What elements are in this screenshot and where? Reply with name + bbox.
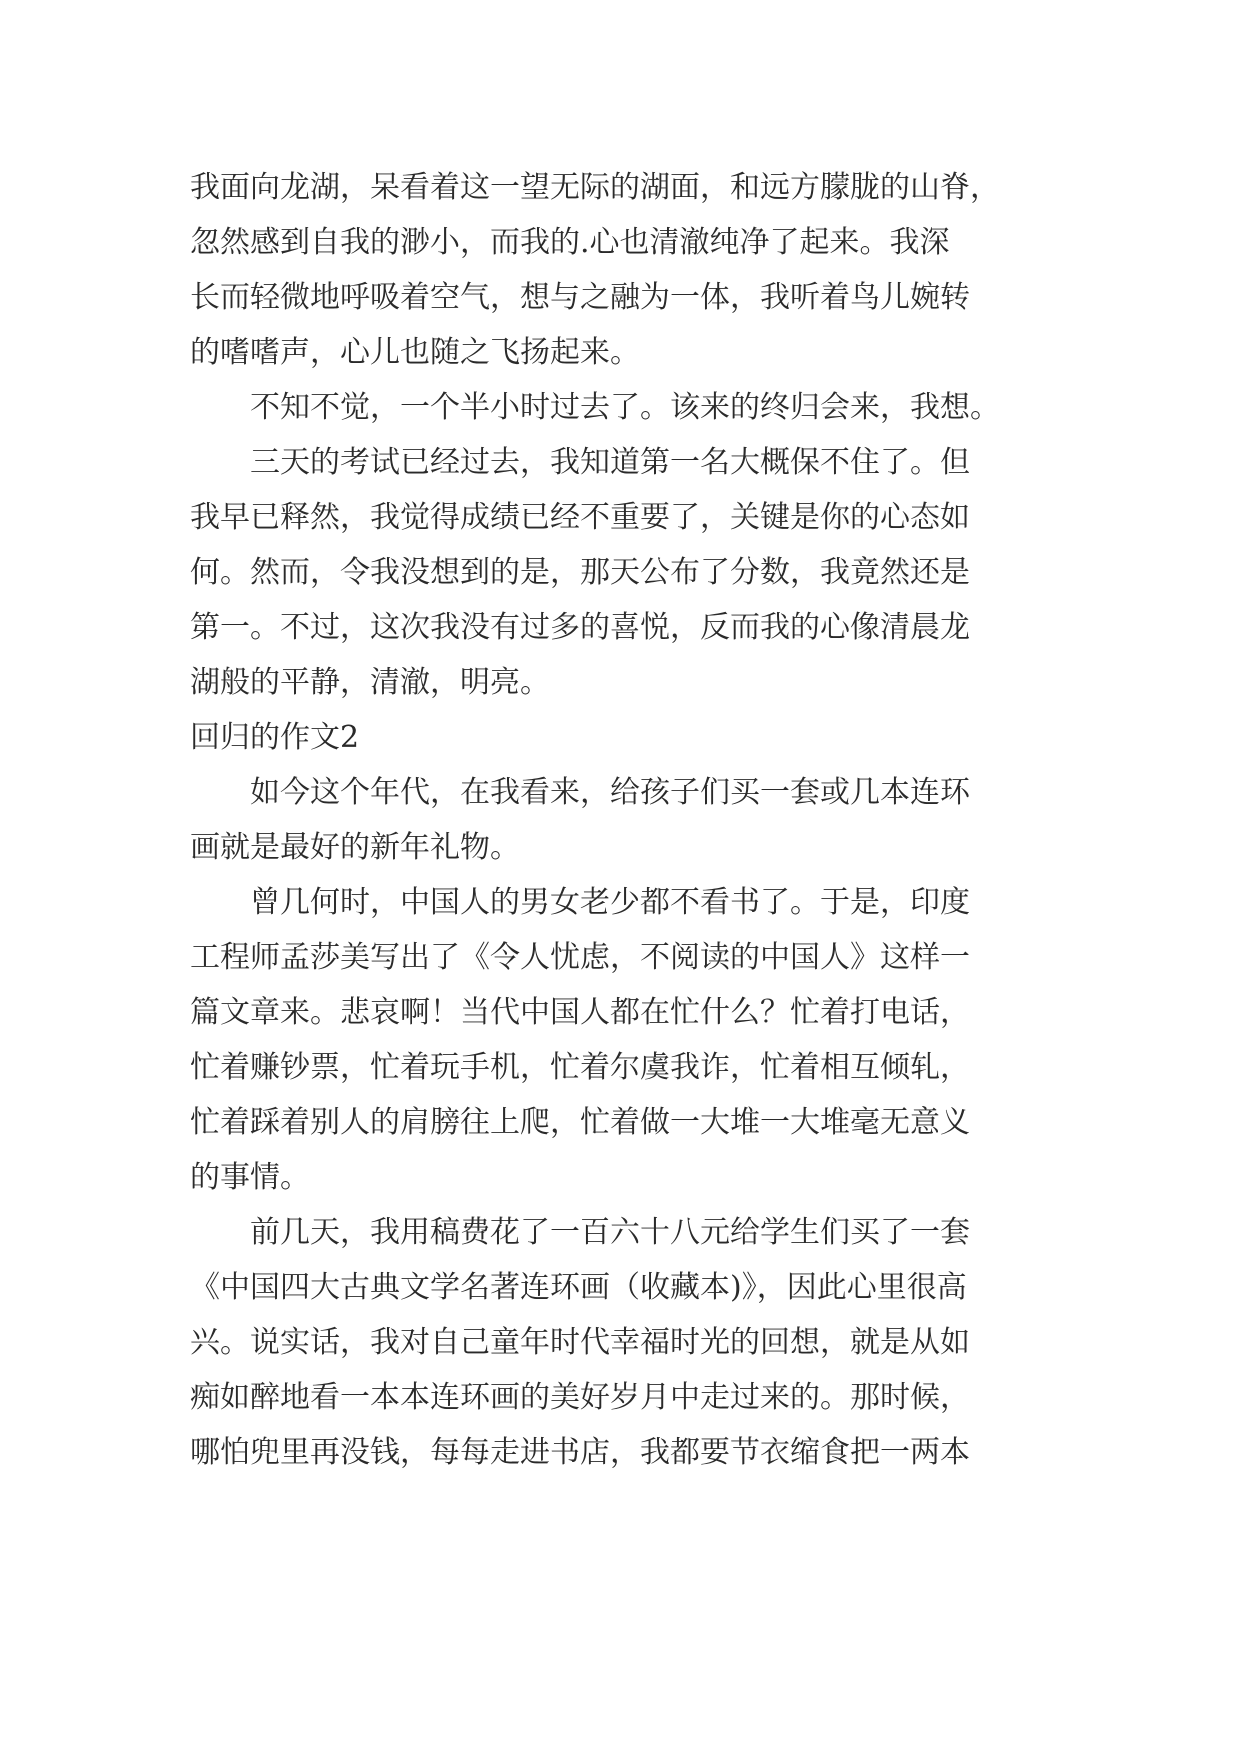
text-line: 篇文章来。悲哀啊！当代中国人都在忙什么？忙着打电话， bbox=[190, 995, 970, 1030]
paragraph bbox=[190, 380, 1065, 435]
text-line: 的事情。 bbox=[190, 1160, 310, 1195]
text-line: 我面向龙湖，呆看着这一望无际的湖面，和远方朦胧的山脊， bbox=[190, 170, 1000, 205]
paragraph bbox=[190, 435, 1065, 710]
paragraph bbox=[190, 875, 1065, 1205]
text-line: 不知不觉，一个半小时过去了。该来的终归会来，我想。 bbox=[250, 390, 1000, 425]
text-line: 《中国四大古典文学名著连环画（收藏本)》，因此心里很高 bbox=[190, 1270, 967, 1305]
text-line: 三天的考试已经过去，我知道第一名大概保不住了。但 bbox=[250, 445, 970, 480]
text-line: 长而轻微地呼吸着空气，想与之融为一体，我听着鸟儿婉转 bbox=[190, 280, 970, 315]
text-line: 的嗜嗜声，心儿也随之飞扬起来。 bbox=[190, 335, 640, 370]
section-heading: 回归的作文2 bbox=[190, 720, 360, 755]
text-line: 画就是最好的新年礼物。 bbox=[190, 830, 520, 865]
text-line: 兴。说实话，我对自己童年时代幸福时光的回想，就是从如 bbox=[190, 1325, 970, 1360]
document-body bbox=[190, 160, 1065, 1480]
text-line: 忙着赚钞票，忙着玩手机，忙着尔虞我诈，忙着相互倾轧， bbox=[190, 1050, 970, 1085]
text-line: 前几天，我用稿费花了一百六十八元给学生们买了一套 bbox=[250, 1215, 970, 1250]
text-line: 我早已释然，我觉得成绩已经不重要了，关键是你的心态如 bbox=[190, 500, 970, 535]
text-line: 工程师孟莎美写出了《令人忧虑，不阅读的中国人》这样一 bbox=[190, 940, 970, 975]
text-line: 痴如醉地看一本本连环画的美好岁月中走过来的。那时候， bbox=[190, 1380, 970, 1415]
text-line: 如今这个年代，在我看来，给孩子们买一套或几本连环 bbox=[250, 775, 970, 810]
text-line: 忽然感到自我的渺小，而我的.心也清澈纯净了起来。我深 bbox=[190, 225, 950, 260]
text-line: 何。然而，令我没想到的是，那天公布了分数，我竟然还是 bbox=[190, 555, 970, 590]
paragraph bbox=[190, 160, 1065, 380]
text-line: 忙着踩着别人的肩膀往上爬，忙着做一大堆一大堆毫无意义 bbox=[190, 1105, 970, 1140]
text-line: 湖般的平静，清澈，明亮。 bbox=[190, 665, 550, 700]
text-line: 第一。不过，这次我没有过多的喜悦，反而我的心像清晨龙 bbox=[190, 610, 970, 645]
text-line: 曾几何时，中国人的男女老少都不看书了。于是，印度 bbox=[250, 885, 970, 920]
paragraph bbox=[190, 765, 1065, 875]
text-line: 哪怕兜里再没钱，每每走进书店，我都要节衣缩食把一两本 bbox=[190, 1435, 970, 1470]
paragraph bbox=[190, 1205, 1065, 1480]
